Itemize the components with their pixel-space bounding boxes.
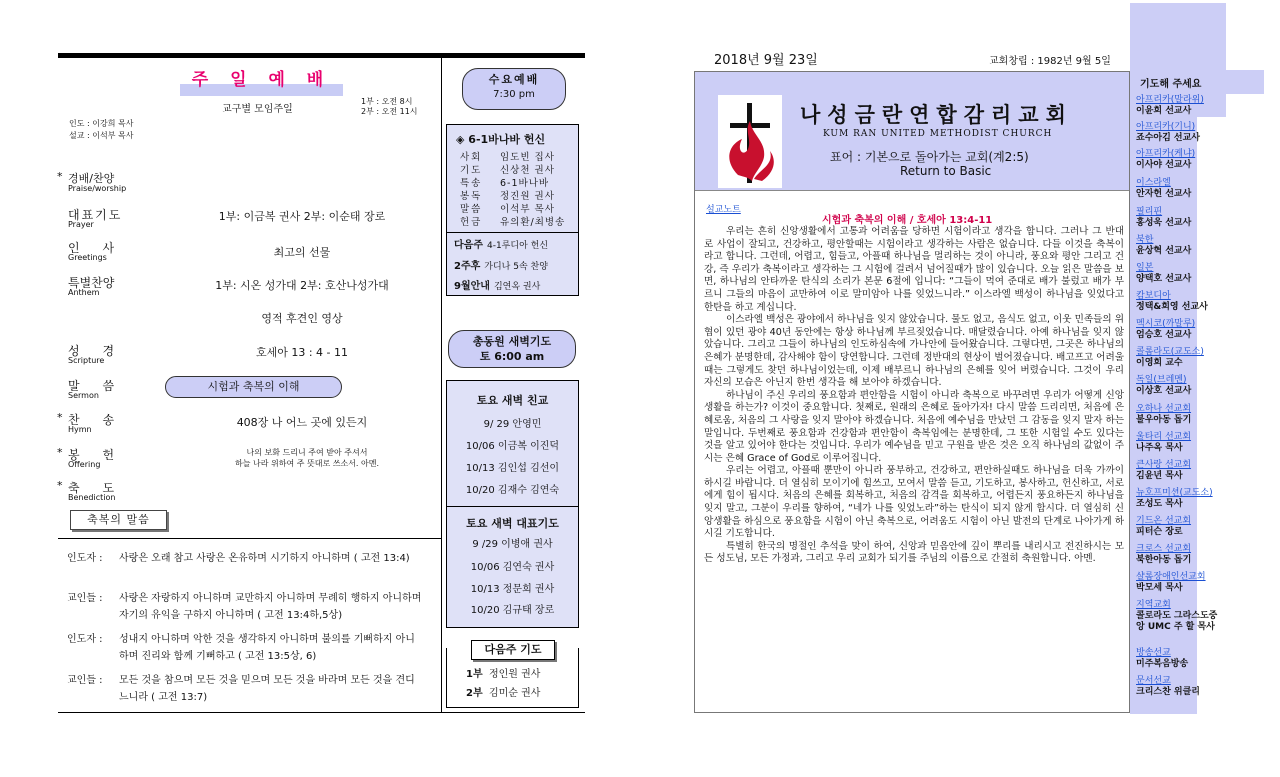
prayer-item xyxy=(1136,375,1191,397)
prayer-item xyxy=(1136,572,1206,594)
prayer-region: 일본 xyxy=(1136,263,1154,273)
preacher-line: 설교 : 이석부 목사 xyxy=(69,131,134,140)
prayer-item xyxy=(1136,291,1208,313)
service-time-2: 2부 : 오전 11시 xyxy=(361,107,418,116)
responsive-reading-row xyxy=(67,550,427,567)
responsive-reading-row xyxy=(67,672,427,706)
prayer-person: 죠수아김 선교사 xyxy=(1136,133,1200,143)
next-week-title: 다음주 기도 xyxy=(471,640,555,660)
prayer-item xyxy=(1136,676,1200,698)
wednesday-time: 7:30 pm xyxy=(493,89,535,100)
order-label-en: Offering xyxy=(68,460,101,469)
prayer-region: 멕시코(까말루) xyxy=(1136,319,1196,329)
order-content: 408장 나 어느 곳에 있든지 xyxy=(236,416,368,429)
prayer-region: 북한 xyxy=(1136,235,1154,245)
saturday-fellowship-row: 10/06 이금복 이진덕 xyxy=(465,441,560,452)
prayer-person: 이사야 선교사 xyxy=(1136,160,1192,170)
prayer-person: 윤상혁 선교사 xyxy=(1136,246,1192,256)
standing-mark: * xyxy=(57,446,63,459)
prayer-person: 미주복음방송 xyxy=(1136,659,1189,669)
order-label: 축 도 xyxy=(68,481,115,495)
order-content: 최고의 선물 xyxy=(273,246,331,259)
standing-mark: * xyxy=(57,479,63,492)
saturday-prayer-row: 10/13 정문희 권사 xyxy=(470,584,555,595)
prayer-person: 크리스찬 위클리 xyxy=(1136,687,1200,697)
prayer-person: 김윤년 목사 xyxy=(1136,471,1183,481)
box-divider xyxy=(446,506,579,507)
saturday-prayer-row: 9 /29 이병애 권사 xyxy=(472,539,553,550)
prayer-item xyxy=(1136,149,1195,171)
prayer-region: 기드온 선교회 xyxy=(1136,516,1192,526)
sermon-paragraph: 우리는 어렵고, 아플때 뿐만이 아니라 풍부하고, 건강하고, 편안하실때도 하나님을 더욱 가까이 하시길 바랍니다. 더 열심히 모이기에 힘쓰고, 모여서 말씀 듣고, 기도하고, 봉사하고, 헌신하고, 서로에게 힘이 됩시다. 처음의 은혜를 회복하고, 처음의 감격을 회복하고, 어렵든지 풍요하든지 하나님을 잊지 말고, 그분이 우리를 향하여, “네가 나를 잊었노라”하는 탄식이 되지 않게 합시다. 더 열심히 신앙생활을 하심으로 풍요함을 시험이 아닌 축복으로, 어려움도 시험이 아닌 발전의 단계로 나아가게 하시길 기도합니다. xyxy=(704,465,1124,540)
order-label-en: Praise/worship xyxy=(68,184,127,193)
prayer-item xyxy=(1136,432,1191,454)
reader-role: 인도자 : xyxy=(67,553,103,564)
prayer-item xyxy=(1136,122,1200,144)
next-week-row: 1부 정인원 권사 xyxy=(466,669,541,680)
order-label: 찬 송 xyxy=(68,413,115,427)
reading-text: 사랑은 오래 참고 사랑은 온유하며 시기하지 아니하며 ( 고전 13:4) xyxy=(119,553,410,564)
order-label: 인 사 xyxy=(68,241,115,255)
service-time-1: 1부 : 오전 8시 xyxy=(361,97,413,106)
saturday-fellowship-row: 10/13 김인섭 김선이 xyxy=(465,463,560,474)
prayer-item xyxy=(1136,488,1213,510)
prayer-item xyxy=(1136,544,1191,566)
dawn-prayer-title: 총동원 새벽기도 xyxy=(472,335,552,348)
prayer-item xyxy=(1136,648,1188,670)
order-label: 대표기도 xyxy=(68,208,123,222)
box-divider xyxy=(446,232,579,233)
order-label: 봉 헌 xyxy=(68,448,115,462)
prayer-region: 콜롬라도(교도소) xyxy=(1136,347,1204,357)
bulletin-date: 2018년 9월 23일 xyxy=(714,53,818,68)
saturday-fellowship-row: 9/ 29 안영민 xyxy=(483,419,542,430)
prayer-person: 정택&희영 선교사 xyxy=(1136,302,1208,312)
prayer-item xyxy=(1136,347,1204,369)
prayer-person: 이영희 교수 xyxy=(1136,358,1183,368)
sermon-paragraph: 이스라엘 백성은 광야에서 하나님을 잊지 않았습니다. 물도 없고, 음식도 없고, 이웃 민족들의 위협이 있던 광야 40년 동안에는 항상 하나님께 부르짖었습니다. 매달렸습니다. 아예 하나님을 잊지 않았습니다. 그리고 그들이 하나님의 인도하심속에 가나안에 들어왔습니다. 그렇다면, 그곳은 하나님의 은혜가 분명한데, 감사해야 함이 당연합니다. 그런데 정반대의 현상이 벌어졌습니다. 배고프고 어려울때는 그렇게도 찾던 하나님이었는데, 이제 배부르니 하나님의 은혜를 잊어 버렸습니다. 그것이 우리 자신의 모습은 아닌지 한번 생각을 해 보아야 하겠습니다. xyxy=(704,314,1124,389)
order-content: 호세아 13 : 4 - 11 xyxy=(255,346,349,359)
order-content: 1부: 시온 성가대 2부: 호산나성가대 xyxy=(215,279,389,292)
prayer-region: 이스라엘 xyxy=(1136,178,1171,188)
prayer-item xyxy=(1136,404,1191,426)
small-group-label: 교구별 모임주일 xyxy=(222,104,293,115)
prayer-region: 독일(브레멘) xyxy=(1136,375,1187,385)
order-label-en: Scripture xyxy=(68,356,105,365)
prayer-region: 큰사랑 선교회 xyxy=(1136,460,1192,470)
dawn-prayer-time: 토 6:00 am xyxy=(479,350,545,363)
prayer-item xyxy=(1136,178,1191,200)
standing-mark: * xyxy=(57,170,63,183)
prayer-person: 이윤희 선교사 xyxy=(1136,106,1192,116)
prayer-person: 홍성욱 선교사 xyxy=(1136,218,1192,228)
duty-row: 헌금 유의환/최병송 xyxy=(460,217,566,228)
prayer-region: 캄보디아 xyxy=(1136,291,1171,301)
next-week-row: 2부 김미순 권사 xyxy=(466,688,541,699)
duty-row: 말씀 이석부 목사 xyxy=(460,204,555,215)
prayer-region: 문서선교 xyxy=(1136,676,1171,686)
reader-role: 인도자 : xyxy=(67,634,103,645)
prayer-person: 불우아동 돕기 xyxy=(1136,415,1192,425)
saturday-prayer-title: 토요 새벽 대표기도 xyxy=(466,517,559,530)
offering-hymn-text: 나의 보화 드리니 주여 받아 주셔서 하늘 나라 위하여 주 뜻대로 쓰소서. 아멘. xyxy=(235,448,379,468)
column-divider xyxy=(441,58,442,713)
reading-text: 사랑은 자랑하지 아니하며 교만하지 아니하며 무례히 행하지 아니하며 자기의 유익을 구하지 아니하며 ( 고전 13:4하,5상) xyxy=(119,593,422,621)
service-times xyxy=(361,97,418,117)
prayer-item xyxy=(1136,95,1204,117)
sermon-paragraph: 특별히 한국의 명절인 추석을 맞이 하여, 신앙과 믿음안에 깊이 뿌리를 내리시고 전진하시는 모든 성도님, 모든 가정과, 그리고 우리 교회가 되기를 주님의 이름으로 간절히 축원합니다. 아멘. xyxy=(704,540,1124,565)
church-name: 나성금란연합감리교회 xyxy=(800,103,1073,127)
order-label-en: Anthem xyxy=(68,288,100,297)
reader-role: 교인들 : xyxy=(67,593,103,604)
prayer-region: 뉴호프미션(교도소) xyxy=(1136,488,1213,498)
prayer-region: 오하나 선교회 xyxy=(1136,404,1192,414)
prayer-region: 필리핀 xyxy=(1136,207,1163,217)
worship-title: 주 일 예 배 xyxy=(191,70,332,90)
church-motto: 표어 : 기본으로 돌아가는 교회(계2:5) xyxy=(830,150,1029,164)
reading-text: 모든 것을 참으며 모든 것을 믿으며 모든 것을 바라며 모든 것을 견디느니라 ( 고전 13:7) xyxy=(119,675,415,703)
reader-role: 교인들 : xyxy=(67,675,103,686)
sermon-paragraph: 하나님이 주신 우리의 풍요함과 편안함을 시험이 아니라 축복으로 바꾸려면 우리가 어떻게 신앙 생활을 하는가? 이것이 중요합니다. 첫째로, 원래의 은혜로 돌아가자! 다시 말씀 드리리면, 처음에 은혜로움, 처음의 그 사랑을 잊지 말아야 하겠습니다. 처음에 예수님을 만났던 그 감동을 잊지 말자 하는 말입니다. 두번째로 풍요함과 건강함과 편안함이 축복임에는 분명한데, 그 또한 시험일 수도 있다는 것을 알고 있어야 한다는 것입니다. 우리가 예수님을 믿고 구원을 받은 것은 오직 하나님의 값없이 주시는 은혜 Grace of God로 이루어집니다. xyxy=(704,389,1124,464)
note-row: 2주후 가디나 5속 찬양 xyxy=(454,261,548,272)
order-label-en: Hymn xyxy=(68,425,92,434)
order-label: 경배/찬양 xyxy=(68,172,115,185)
leader-line: 인도 : 이강희 목사 xyxy=(69,119,134,128)
church-motto-english: Return to Basic xyxy=(900,164,992,178)
prayer-item xyxy=(1136,235,1191,257)
prayer-region: 울타리 선교회 xyxy=(1136,432,1192,442)
founding-date: 교회창립 : 1982년 9월 5일 xyxy=(989,56,1111,67)
sermon-title-pill: 시험과 축복의 이해 xyxy=(165,376,342,398)
leader-info xyxy=(69,118,133,142)
reading-text: 성내지 아니하며 악한 것을 생각하지 아니하며 불의를 기뻐하지 아니하며 진리와 함께 기뻐하고 ( 고전 13:5상, 6) xyxy=(119,634,415,662)
prayer-person: 북한아동 돕기 xyxy=(1136,555,1192,565)
order-label-en: Prayer xyxy=(68,220,94,229)
standing-mark: * xyxy=(57,411,63,424)
cross-and-flame-logo xyxy=(718,95,782,188)
order-label-en: Benediction xyxy=(68,493,116,502)
duty-row: 기도 신상천 권사 xyxy=(460,165,555,176)
prayer-person: 엄승호 선교사 xyxy=(1136,330,1192,340)
prayer-region: 아프리카(기니) xyxy=(1136,122,1196,132)
prayer-item xyxy=(1136,319,1195,341)
duty-row: 특송 6-1바나바 xyxy=(460,178,550,189)
saturday-fellowship-title: 토요 새벽 친교 xyxy=(476,394,549,407)
prayer-region: 아프리카(말라위) xyxy=(1136,95,1204,105)
church-name-english: KUM RAN UNITED METHODIST CHURCH xyxy=(823,129,1053,139)
order-label: 특별찬양 xyxy=(68,276,115,290)
prayer-item xyxy=(1136,460,1191,482)
sermon-note-label: 설교노트 xyxy=(706,205,741,215)
prayer-item xyxy=(1136,516,1191,538)
barnabas-title: ◈ 6-1바나바 헌신 xyxy=(456,133,546,146)
sermon-body xyxy=(704,226,1124,566)
prayer-region: 아프리카(케냐) xyxy=(1136,149,1196,159)
prayer-person: 나주옥 목사 xyxy=(1136,443,1183,453)
saturday-prayer-row: 10/06 김연숙 권사 xyxy=(470,562,555,573)
saturday-prayer-row: 10/20 김규태 장로 xyxy=(470,605,555,616)
prayer-item xyxy=(1136,263,1191,285)
order-label: 성 경 xyxy=(68,344,115,358)
prayer-person: 박모세 목사 xyxy=(1136,583,1183,593)
prayer-item xyxy=(1136,207,1191,229)
responsive-reading-row xyxy=(67,590,427,624)
prayer-person: 양택호 선교사 xyxy=(1136,274,1192,284)
wednesday-service-pill xyxy=(462,68,566,110)
prayer-person: 이상호 선교사 xyxy=(1136,386,1192,396)
order-content: 영적 후견인 영상 xyxy=(261,312,343,325)
section-divider xyxy=(58,538,441,539)
prayer-person: 콜로라도 그라스도중앙 UMC 주 할 목사 xyxy=(1136,611,1218,632)
sermon-title: 시험과 축복의 이해 / 호세아 13:4-11 xyxy=(822,215,993,226)
prayer-region: 방송선교 xyxy=(1136,648,1171,658)
duty-row: 사회 임도빈 집사 xyxy=(460,152,555,163)
duty-row: 봉독 정진원 권사 xyxy=(460,191,555,202)
prayer-request-title: 기도해 주세요 xyxy=(1140,79,1202,90)
sermon-paragraph: 우리는 흔히 신앙생활에서 고통과 어려움을 당하면 시험이라고 생각을 합니다. 그러나 그 반대로 사업이 잘되고, 건강하고, 평안할때는 시험이라고 생각하는 사람은 없습니다. 다들 이것을 축복이라고 합니다. 그런데, 어렵고, 힘들고, 아플때 하나님을 멀리하는 것이 아니라, 풍요와 평안 그리고 건강, 즉 우리가 축복이라고 생각하는 그 시험에 걸려서 넘어질때가 많이 있습니다. 오늘 읽은 말씀을 보면, 하나님의 안타까운 탄식의 소리가 본문 6절에 입니다: “그들이 먹여 준대로 배가 불렀고 배가 부르니 그들의 마음이 교만하여 이로 말미암아 나를 잊었느니라.” 이스라엘 백성이 하나님을 잊었다고 한탄을 하고 계십니다. xyxy=(704,226,1124,313)
dawn-prayer-pill xyxy=(448,330,576,368)
prayer-region: 지역교회 xyxy=(1136,600,1171,610)
order-content: 1부: 이금복 권사 2부: 이순태 장로 xyxy=(218,210,386,223)
prayer-region: 크로스 선교회 xyxy=(1136,544,1192,554)
prayer-person: 안자헌 선교사 xyxy=(1136,189,1192,199)
prayer-person: 피터슨 장로 xyxy=(1136,527,1183,537)
prayer-person: 조성도 목사 xyxy=(1136,499,1183,509)
saturday-fellowship-row: 10/20 김재수 김연숙 xyxy=(465,485,560,496)
order-label-en: Sermon xyxy=(68,391,99,400)
prayer-item xyxy=(1136,600,1226,633)
note-row: 다음주 4-1루디아 헌신 xyxy=(454,240,549,251)
order-label-en: Greetings xyxy=(68,253,107,262)
order-label: 말 씀 xyxy=(68,379,115,393)
wednesday-title: 수요예배 xyxy=(488,73,540,86)
note-row: 9월안내 김연옥 권사 xyxy=(454,281,541,292)
responsive-reading-row xyxy=(67,631,427,665)
blessing-label: 축복의 말씀 xyxy=(70,510,167,530)
prayer-region: 샬롬장애인선교회 xyxy=(1136,572,1206,582)
